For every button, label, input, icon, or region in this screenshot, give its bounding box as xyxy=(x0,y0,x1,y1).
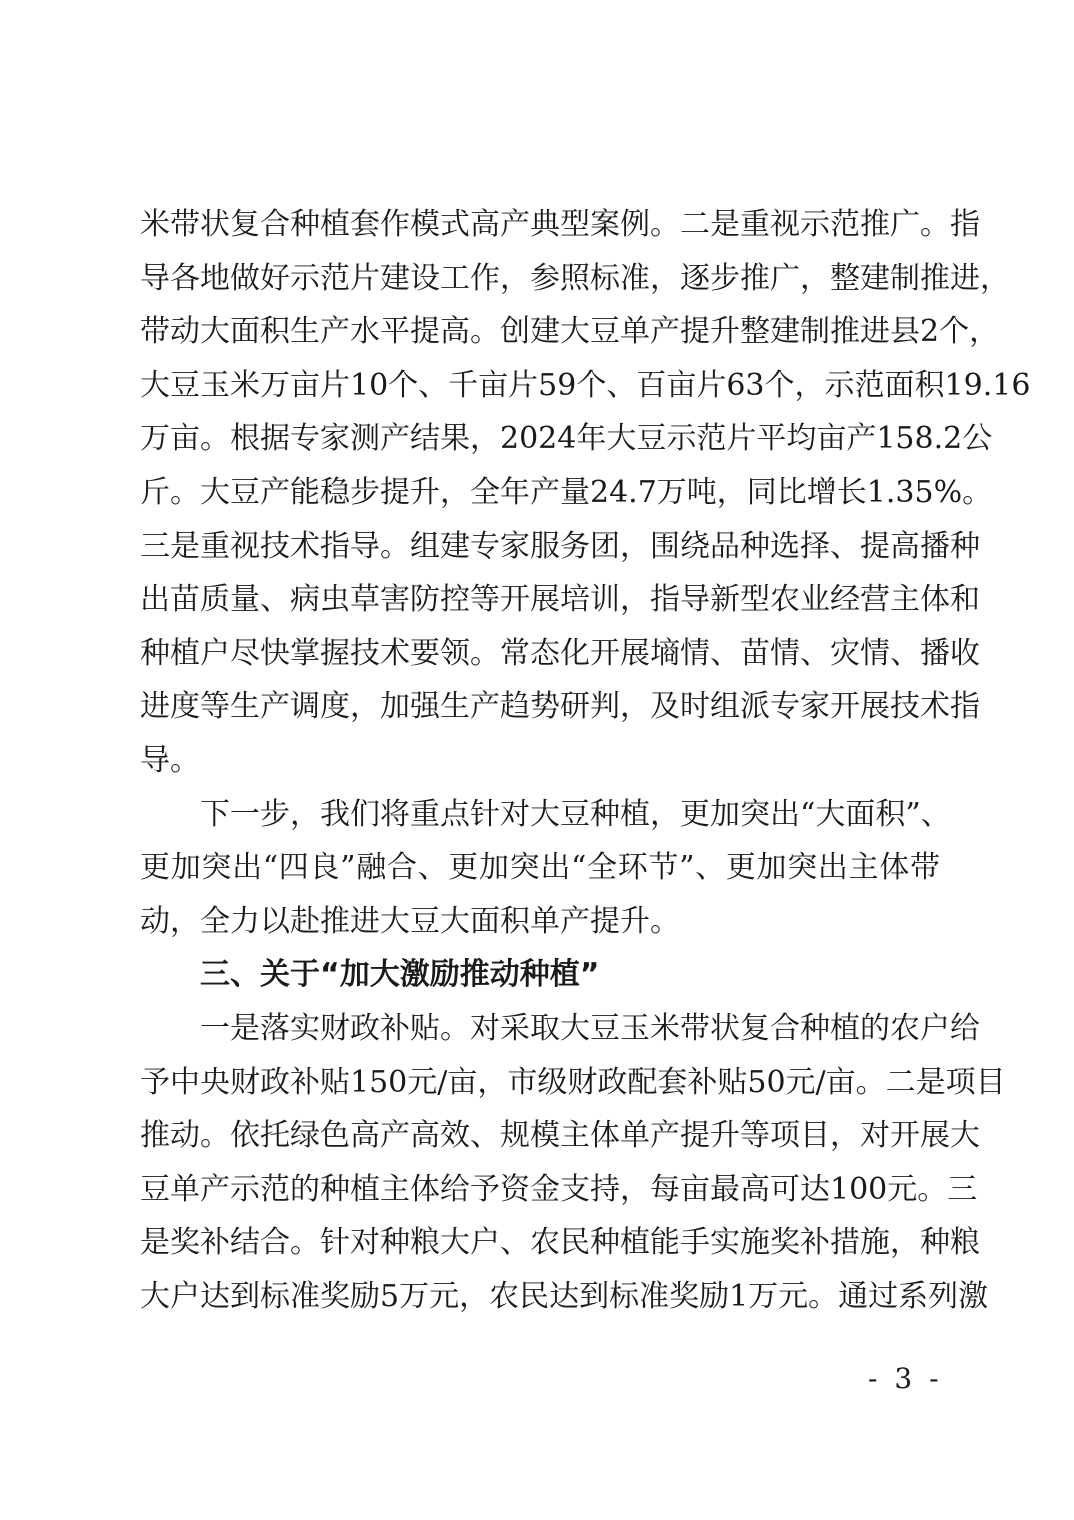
paragraph-next-step xyxy=(140,788,951,949)
document-body xyxy=(140,198,1031,1323)
text-line: 大户达到标准奖励5万元，农民达到标准奖励1万元。通过系列激 xyxy=(140,1278,989,1314)
text-line: 予中央财政补贴150元/亩，市级财政配套补贴50元/亩。二是项目 xyxy=(140,1064,1006,1100)
text-line: 万亩。根据专家测产结果，2024年大豆示范片平均亩产158.2公 xyxy=(140,421,993,457)
paragraph-demonstration xyxy=(140,198,1031,788)
text-line: 导各地做好示范片建设工作，参照标准，逐步推广，整建制推进， xyxy=(140,260,1010,296)
text-line: 三是重视技术指导。组建专家服务团，围绕品种选择、提高播种 xyxy=(140,528,980,564)
text-line: 大豆玉米万亩片10个、千亩片59个、百亩片63个，示范面积19.16 xyxy=(140,367,1031,403)
text-line: 一是落实财政补贴。对采取大豆玉米带状复合种植的农户给 xyxy=(200,1010,980,1046)
text-line: 米带状复合种植套作模式高产典型案例。二是重视示范推广。指 xyxy=(140,207,980,242)
text-line: 豆单产示范的种植主体给予资金支持，每亩最高可达100元。三 xyxy=(140,1171,978,1207)
text-line: 种植户尽快掌握技术要领。常态化开展墒情、苗情、灾情、播收 xyxy=(140,635,980,671)
text-line: 动，全力以赴推进大豆大面积单产提升。 xyxy=(140,903,680,939)
text-line: 下一步，我们将重点针对大豆种植，更加突出“大面积”、 xyxy=(200,796,951,832)
text-line: 推动。依托绿色高产高效、规模主体单产提升等项目，对开展大 xyxy=(140,1118,980,1154)
text-line: 出苗质量、病虫草害防控等开展培训，指导新型农业经营主体和 xyxy=(140,582,980,618)
section-heading: 三、关于“加大激励推动种植” xyxy=(200,957,600,993)
text-line: 带动大面积生产水平提高。创建大豆单产提升整建制推进县2个， xyxy=(140,314,1000,350)
paragraph-incentives xyxy=(140,1002,1006,1324)
text-line: 是奖补结合。针对种粮大户、农民种植能手实施奖补措施，种粮 xyxy=(140,1225,980,1261)
text-line: 导。 xyxy=(140,742,200,778)
text-line: 更加突出“四良”融合、更加突出“全环节”、更加突出主体带 xyxy=(140,850,940,886)
text-line: 进度等生产调度，加强生产趋势研判，及时组派专家开展技术指 xyxy=(140,689,980,725)
page-number: - 3 - xyxy=(868,1362,943,1395)
text-line: 斤。大豆产能稳步提升，全年产量24.7万吨，同比增长1.35%。 xyxy=(140,474,993,510)
